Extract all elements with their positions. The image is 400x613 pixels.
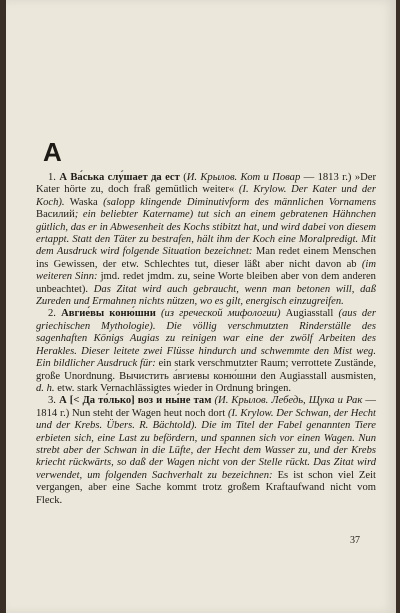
entry-text-italic: (И. Крылов. Лебедь, Щука и Рак — [211, 395, 363, 407]
book-page — [6, 0, 396, 613]
entry-text-italic: (из греческой мифологии) — [155, 308, 281, 320]
source-open: ( — [183, 172, 187, 183]
entry-headword: А Ва́ська слу́шает да ест — [59, 172, 180, 183]
entry-number: 1. — [48, 172, 56, 183]
dictionary-body — [36, 172, 376, 507]
section-letter: A — [43, 137, 62, 167]
entry-text-italic: (im weiteren Sinn: — [36, 258, 376, 283]
entry-headword: А [< Да то́лько] воз и ны́не там — [59, 395, 212, 407]
entry-text-italic: Das Zitat wird auch gebraucht, wenn man betonen will, daß Zureden und Ermahnen nichts nützen, wo es gilt, energisch einzugreifen. — [36, 283, 376, 308]
entry-1 — [36, 172, 376, 308]
entry-text: Waska — [64, 196, 104, 208]
entry-text-italic: ; ein beliebter Katername) tut sich an einem gebratenen Hähnchen gütlich, das er in Abwesenheit des Kochs stibitzt hat, und wird dabei von diesem ertappt. Statt den Täter zu bestrafen, hält ihm der Koch eine Moralpredigt. Mit dem Ausdruck wird folgende Situation bezeichnet: — [36, 209, 376, 258]
entry-text-italic: (salopp klingende Diminutivform des männlichen Vornamens — [103, 196, 376, 208]
entry-headword: Авгие́вы коню́шни — [61, 308, 156, 320]
entry-text: Es ist schon viel Zeit vergangen, aber eine Sache kommt trotz großem Kraftaufwand nicht vom Fleck. — [36, 469, 376, 506]
entry-3 — [36, 395, 376, 507]
entry-text: Вычистить а́вгиевы коню́шни — [119, 370, 257, 382]
entry-text-italic: d. h. — [36, 382, 55, 394]
entry-number: 3. — [48, 395, 56, 407]
source-year: — 1813 г.) — [300, 172, 352, 183]
entry-text: — 1814 г.) — [36, 395, 377, 419]
entry-text: den Augiasstall ausmisten, — [256, 370, 377, 382]
entry-number: 2. — [48, 308, 56, 320]
entry-text: etw. stark Vernachlässigtes wieder in Ordnung bringen. — [54, 382, 292, 394]
entry-text: Nun steht der Wagen heut noch dort — [69, 407, 228, 419]
entry-text-italic: (aus der griechischen Mythologie). Die völlig verschmutzten Rinderställe des sagenhaften Königs Augias zu reinigen war eine der zwölf Arbeiten des Herakles. Dieser leitete zwei Flüsse hindurch und schwemmte den Mist weg. Ein bildlicher Ausdruck für: — [36, 308, 376, 370]
entry-text: »Der Kater hörte zu, doch fraß gemütlich weiter« — [36, 172, 376, 196]
entry-text-italic: (I. Krylow. Der Schwan, der Hecht und der Krebs. Übers. R. Bächtold). Die im Titel der Fabel genannten Tiere erbieten sich, eine Last zu befördern, und spannen sich vor einen Wagen. Nun strebt aber der Schwan in die Lüfte, der Hecht dem Wasser zu, und der Krebs kriecht rückwärts, so daß der Wagen nicht von der Stelle rückt. Das Zitat wird verwendet, um folgenden Sachverhalt zu bezeichnen: — [36, 407, 377, 481]
source-text: И. Крылов. Кот и Повар — [186, 172, 301, 183]
entry-2 — [36, 308, 376, 395]
entry-text-italic: (I. Krylow. Der Kater und der Koch). — [36, 184, 376, 208]
entry-text: Man redet einem Menschen ins Gewissen, der etw. Schlechtes tut, dieser läßt aber nicht davon ab — [36, 246, 377, 270]
entry-text: Augiasstall — [280, 308, 339, 320]
entry-text: ein stark verschmutzter Raum; verrottete Zustände, große Unordnung. — [36, 358, 376, 382]
entry-text: Василий — [36, 209, 75, 221]
page-number: 37 — [350, 535, 360, 546]
entry-text: jmd. redet jmdm. zu, seine Worte bleiben aber von dem anderen unbeachtet). — [36, 271, 376, 295]
